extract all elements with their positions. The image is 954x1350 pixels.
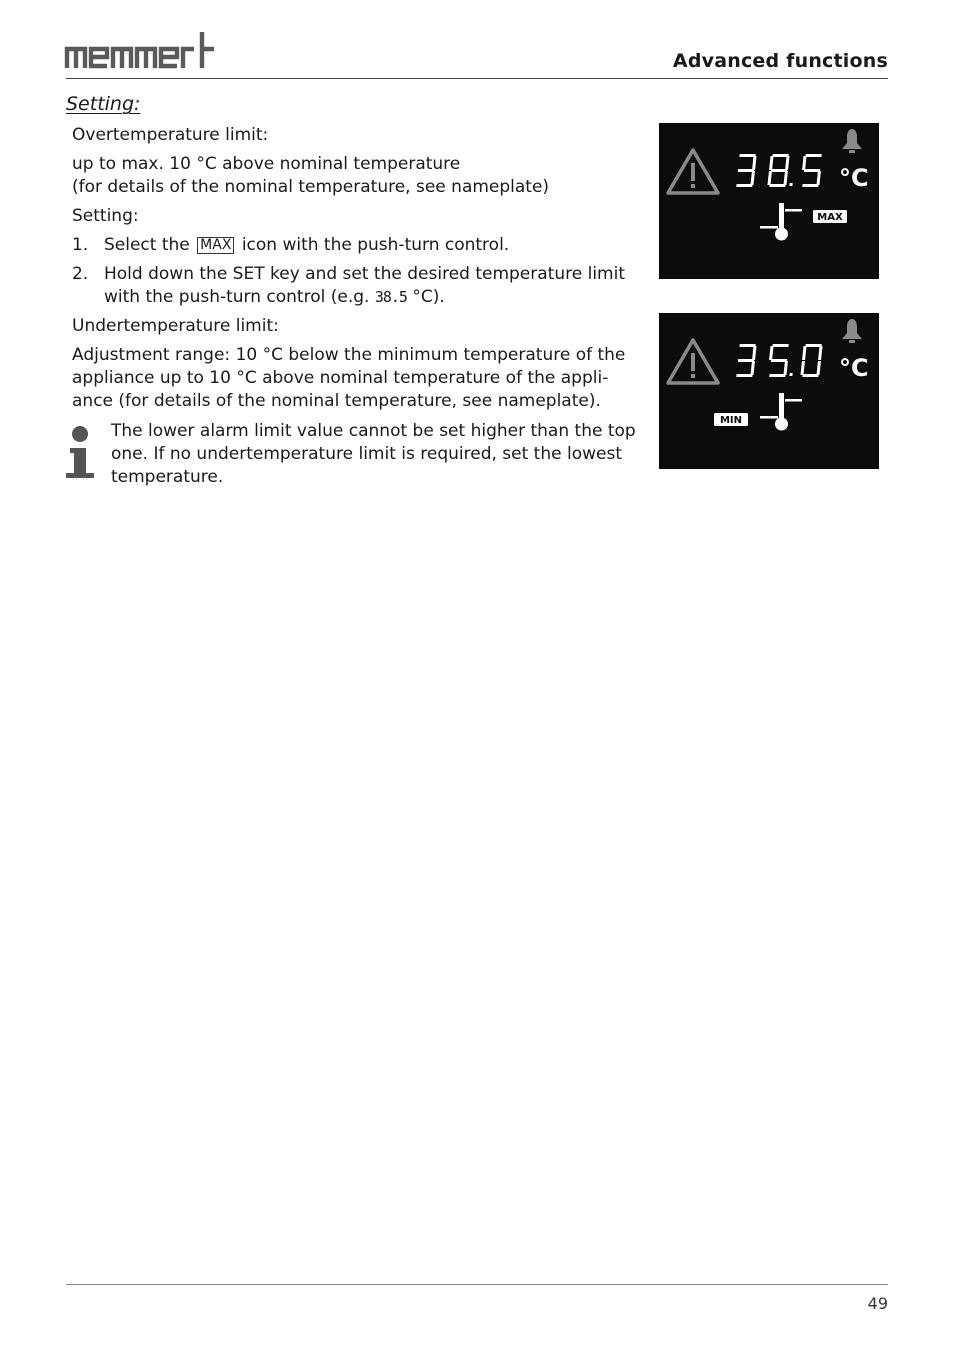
example-value: 38.5 [374,288,407,306]
seven-seg-readout [736,154,822,187]
svg-text:MIN: MIN [719,415,743,426]
warning-icon [668,150,718,193]
controller-display-max [659,123,879,279]
overtemp-range-line1: up to max. 10 °C above nominal temperature [72,154,461,174]
thermometer-icon [760,203,802,241]
bell-icon [842,129,862,153]
max-limit-badge [813,210,847,223]
unit-label: °C [839,354,869,382]
thermometer-icon [760,393,802,431]
min-limit-badge [714,413,748,426]
unit-label: °C [839,164,869,192]
setting-label: Setting: [72,206,139,226]
overtemp-heading: Overtemperature limit: [72,125,269,145]
max-badge: MAX [197,237,234,254]
step-number: 1. [72,235,89,255]
seven-seg-readout [736,344,822,377]
step-2 [72,263,647,309]
undertemp-range: Adjustment range: 10 °C below the minimum temperature of the appliance up to 10 °C above nominal temperature of the appli-ance (for details of the nominal temperature, see nameplate). [72,345,626,411]
footer-divider [66,1284,888,1285]
bell-icon [842,319,862,343]
section-title: Advanced functions [672,50,888,72]
page-number: 49 [867,1294,888,1313]
step-text [104,234,647,257]
main-text [72,124,647,419]
header-divider [66,78,888,79]
step-text-pre: Hold down the SET key and set the desired temperature limit with the push-turn control (e.g. [104,264,625,307]
info-icon [64,424,98,480]
memmert-logo [64,30,216,72]
subheading: Setting: [66,93,141,115]
undertemp-heading: Undertemperature limit: [72,316,279,336]
step-1 [72,234,647,257]
controller-display-min [659,313,879,469]
svg-text:MAX: MAX [817,212,843,223]
warning-icon [668,340,718,383]
step-number: 2. [72,264,89,284]
note-text: The lower alarm limit value cannot be set higher than the top one. If no undertemperature limit is required, set the lowest temperature. [111,421,636,487]
step-text-pre: Select the [104,235,190,255]
overtemp-range-line2: (for details of the nominal temperature, see nameplate) [72,177,550,197]
step-text-post: icon with the push-turn control. [241,235,510,255]
step-text-post: °C). [412,287,445,307]
step-text [104,263,647,309]
overtemp-range [72,153,647,199]
